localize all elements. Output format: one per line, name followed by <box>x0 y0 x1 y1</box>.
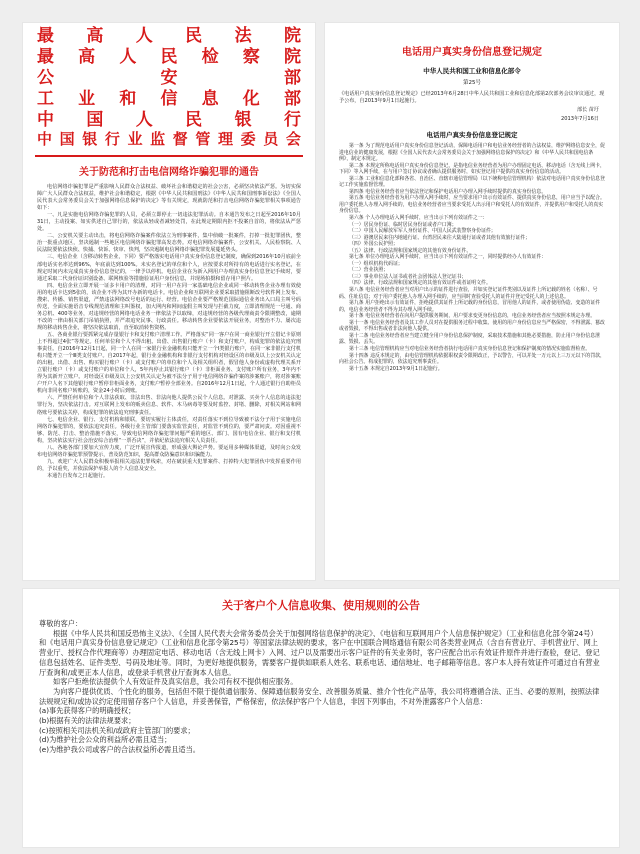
regulation-article: 第三条 工业和信息化部和各省、自治区、直辖市通信管理局（以下统称电信管理机构）依法对电话用户真实身份信息登记工作实施监督管理。 <box>339 175 605 189</box>
notice-paragraph: 六、严禁任何单位和个人非法获取、非法出售、非法向他人提供公民个人信息。对泄露、买卖个人信息的违法犯罪行为，坚决依法打击。对互联网上发布的贩卖信息、软件、木马病毒等要及时监控、封堵、删除，对相关网站和网络账号要依法关停，构成犯罪的依法追究刑事责任。 <box>37 395 301 416</box>
notice-paragraph: 四、电信企业立即开展一证多卡用户的清理，对同一用户在同一家基础电信企业或同一移动转售企业办理有效使用的电话卡达到5张的，该企业不得为其开办新的电话卡。电信企业和互联网企业要采取措施阻断改号软件网上发布、搜索、传播、销售渠道，严禁违法网络改号电话的运行、经营。电信企业要严格规范国际通信业务出入口局主叫号码传送，全面实施语音专线规范清理和主叫鉴权，加大网内和网间虚假主叫发现与拦截力度，立即清理规范一号通、商务总机、400等业务，对违规经营的网络电话业务一律依法予以取缔，对违规经营的各级代理商责令限期整改，逾期不改的一律由相关部门吊销执照，并严肃追究民事、行政责任。移动转售企业要依法开展业务，对整治不力、屡次违规的移动转售企业，将坚决依法取消，直至取消转售资格。 <box>37 282 301 331</box>
issuer-char: 国 <box>86 110 104 130</box>
issuer-char: 高 <box>86 26 104 46</box>
issuer-char: 人 <box>119 47 137 67</box>
regulation-article: 第十条 电信业务经营者在向用户提供服务期间，用户要求变更身份信息的，电信业务经营者应当按照本规定办理。 <box>349 313 596 320</box>
notice-body <box>37 184 301 480</box>
red-divider <box>35 155 303 157</box>
notice-paragraph: 本通告自发布之日起施行。 <box>47 472 109 479</box>
joint-notice-panel <box>22 22 316 581</box>
regulation-article: 第六条 个人办理电话入网手续时，应当出示下列有效证件之一： <box>349 215 488 222</box>
issuer-char: 人 <box>135 110 153 130</box>
issuer-row <box>37 107 301 128</box>
issuer-char: 业 <box>78 89 96 109</box>
salutation: 尊敬的客户： <box>39 619 83 628</box>
regulation-article: 第十四条 违反本规定的，由电信管理机构依据职权责令限期改正，予以警告，可以并处一万元以上三万元以下的罚款，向社会公告。构成犯罪的，依法追究刑事责任。 <box>339 352 605 366</box>
regulation-article: （二）中国人民解放军军人身份证件、中国人民武装警察身份证件； <box>349 228 496 235</box>
regulation-article: （三）港澳居民来往内地通行证、台湾居民来往大陆通行证或者其他有效旅行证件； <box>349 234 530 241</box>
list-item: (e)为维护我公司或客户的合法权益所必需且适当。 <box>39 745 200 755</box>
regulation-article: 第十三条 电信管理机构应当对电信业务经营者执行电话用户真实身份信息登记和保护制度的情况实施监督检查。 <box>349 345 591 352</box>
notice-paragraph: 电信网络诈骗犯罪是严重影响人民群众合法权益、破坏社会和谐稳定的社会公害，必须坚决依法严惩。为切实保障广大人民群众合法权益，维护社会和谐稳定，根据《中华人民共和国刑法》《中华人民共和国刑事诉讼法》《全国人民代表大会常务委员会关于加强网络信息保护的决定》等有关规定，现就防范和打击电信网络诈骗犯罪相关事项通告如下： <box>37 184 301 212</box>
order-number: 第25号 <box>463 80 481 86</box>
issuer-char: 公 <box>37 68 54 88</box>
regulation-article: （五）法律、行政法规和国家规定的其他有效身份证件。 <box>349 247 472 254</box>
issuer-header <box>23 23 315 149</box>
issuer-row <box>37 44 301 65</box>
issuer-char: 院 <box>283 47 301 67</box>
issuer-char: 和 <box>119 89 137 109</box>
notice-paragraph: 二、公安机关要主动出击，将电信网络诈骗案件依法立为刑事案件，集中侦破一批案件，打掉一批犯罪团伙，整治一批重点地区，坚决遏制一些地区电信网络诈骗犯罪高发态势。对电信网络诈骗案件，公安机关、人民检察院、人民法院要依法快侦、快捕、快诉、快审、快判，坚决遏制电信网络诈骗犯罪发展蔓延势头。 <box>37 233 301 254</box>
notice-paragraph: 三、电信企业（含移动转售企业，下同）要严格落实电话用户真实身份信息登记制度，确保到2016年10月底前全部电话实名率达到96%，年底前达到100%。未实名登记的单位和个人，应按要求对所持有的电话进行实名登记，在规定时间内未完成真实身份信息登记的，一律予以停机。电信企业在为新入网用户办理真实身份信息登记手续时，要通过采取二代身份证识别设备、联网核验等措施验证用户身份信息，并现场拍摄和留存用户照片。 <box>37 254 301 282</box>
issuer-char: 部 <box>284 68 301 88</box>
issuer-char: 察 <box>242 47 260 67</box>
issuer-char: 民 <box>185 26 203 46</box>
issuer-row <box>37 65 301 86</box>
regulation-article: （二）营业执照； <box>349 267 389 274</box>
issuer-char: 行 <box>104 130 120 148</box>
notice-paragraph: 八、各地各部门要加大宣传力度，广泛开展宣传报道，形成强大舆论声势。要运用多种媒体渠道，及时向公众发布电信网络诈骗犯罪预警提示，普及防范知识，提高群众防骗意识和识骗能力。 <box>37 444 301 458</box>
regulation-article: 第十二条 电信业务经营者应当建立健全用户身份信息保护制度，采取技术措施和其他必要措施，防止用户身份信息泄露、毁损、丢失。 <box>339 332 600 346</box>
notice-paragraph: 一、凡是实施电信网络诈骗犯罪的人员，必须立即停止一切违法犯罪活动。自本通告发布之日起至2016年10月31日，主动投案、如实供述自己罪行的，依法从轻或者减轻处罚，在此规定期限内拒不投案自首的，将依法从严惩处。 <box>37 212 301 233</box>
issuer-char: 高 <box>78 47 96 67</box>
privacy-notice-body <box>39 619 603 755</box>
privacy-paragraph: 为向客户提供优质、个性化的服务，包括但不限于提供通信服务、保障通信服务安全、改善服务质量、推介个性化产品等，我公司将遵循合法、正当、必要的原则，按照法律法规规定和/或协议约定使用留存客户个人信息，并妥善保管，严格保密，依法保护客户个人信息，非因下列事由，不对外泄露客户个人信息： <box>39 686 600 706</box>
issuer-char: 监 <box>150 130 166 148</box>
issuer-char: 中 <box>37 130 53 148</box>
issuer-char: 院 <box>283 26 301 46</box>
issuer-char: 息 <box>201 89 219 109</box>
privacy-paragraph: 如客户拒绝依法提供个人有效证件及真实信息，我公司有权不提供相应服务。 <box>53 677 298 687</box>
regulation-article: 第八条 电信业务经营者应当对用户出示的证件进行查验，并如实登记证件类别以及证件上所记载的姓名（名称）、号码、住址信息；对于用户委托他人办理入网手续的，应当同时查验受托人的证件并登记受托人的上述信息。 <box>339 287 598 300</box>
issuer-char: 法 <box>234 26 252 46</box>
issuer-row <box>37 23 301 44</box>
regulation-title: 电话用户真实身份信息登记规定 <box>402 47 542 58</box>
issuer-char: 最 <box>37 47 54 67</box>
regulation-article: 第十一条 电信业务经营者及其工作人员对在提供服务过程中收集、使用的用户身份信息应当严格保密，不得泄露、篡改或者毁损，不得出售或者非法向他人提供。 <box>339 319 605 333</box>
issuer-char: 管 <box>195 130 211 148</box>
issuer-char: 委 <box>240 130 256 148</box>
issuer-char: 督 <box>172 130 188 148</box>
issuer-char: 信 <box>160 89 178 109</box>
order-preamble: 《电话用户真实身份信息登记规定》已经2013年6月28日中华人民共和国工业和信息化部第2次部务会议审议通过，现予公布，自2013年9月1日起施行。 <box>339 91 605 104</box>
privacy-notice-title: 关于客户个人信息收集、使用规则的公告 <box>222 599 420 612</box>
privacy-notice-panel <box>22 588 620 848</box>
privacy-paragraph: 根据《中华人民共和国反恐怖主义法》、《全国人民代表大会常务委员会关于加强网络信息保护的决定》、《电信和互联网用户个人信息保护规定》（工业和信息化部令第24号）和《电话用户真实身份信息登记规定》（工业和信息化部令第25号）等国家法律法规的要求，客户在中国联合网络通信有限公司各类营业网点（含自有营业厅、手机营业厅、网上营业厅、授权合作代理商等）办理固定电话、移动电话（含无线上网卡）入网、过户以及需要出示客户证件的有关业务时，客户应配合出示有效证件原件并进行查验，登记、登记信息包括姓名、证件类型、号码及地址等。同时，为更好地提供服务，需要客户提供如联系人姓名、联系电话、通信地址、电子邮箱等信息。客户本人持有效证件可通过自有营业厅查询和/或更正本人信息，或登录手机营业厅查询本人信息。 <box>39 628 600 677</box>
signature-date: 2013年7月16日 <box>561 116 599 122</box>
issuer-row <box>37 128 301 149</box>
regulation-article: 第五条 电信业务经营者为用户办理入网手续时，应当要求用户出示有效证件、提供真实身份信息，用户应当予以配合。用户委托他人办理入网手续的，电信业务经营者应当要求受托人出示用户和受托人的有效证件，并提供用户和受托人的真实身份信息。 <box>339 195 605 215</box>
issuer-char: 检 <box>201 47 219 67</box>
issuer-char: 中 <box>37 110 54 130</box>
ministry-order-heading: 中华人民共和国工业和信息化部令 <box>423 67 521 75</box>
issuer-char: 人 <box>135 26 153 46</box>
list-item: (a)事先获得客户的明确授权； <box>39 706 136 716</box>
notice-title: 关于防范和打击电信网络诈骗犯罪的通告 <box>79 167 259 178</box>
issuer-char: 安 <box>160 68 178 88</box>
regulation-article: （一）组织机构代码证； <box>349 260 403 267</box>
issuer-char: 业 <box>127 130 143 148</box>
issuer-char: 国 <box>59 130 75 148</box>
notice-paragraph: 九、欢迎广大人民群众积极举报相关违法犯罪线索，对在破获重大犯罪案件、打掉特大犯罪团伙中发挥重要作用的，予以重奖，并依法保护举报人的个人信息及安全。 <box>37 458 301 472</box>
list-item: (c)按照相关司法机关和/或政府主管部门的要求； <box>39 725 195 735</box>
list-item: (b)根据有关的法律法规要求； <box>39 716 136 726</box>
regulation-article: 第二条 本规定所称电话用户真实身份信息登记，是指电信业务经营者为用户办理固定电话、移动电话（含无线上网卡，下同）等入网手续，在与用户签订协议或者确认提供服务时，如实登记用户提供的真实身份信息的活动。 <box>339 162 605 176</box>
regulation-article: （四）外国公民护照； <box>349 241 398 248</box>
issuer-char: 会 <box>285 130 301 148</box>
issuer-char: 理 <box>218 130 234 148</box>
list-item: (d)为维护社会公众的利益所必需且适当； <box>39 735 172 745</box>
regulation-body-title: 电话用户真实身份信息登记规定 <box>426 131 518 139</box>
issuer-row <box>37 86 301 107</box>
regulation-article: （一）居民身份证、临时居民身份证或者户口簿； <box>349 221 457 228</box>
regulation-articles <box>339 143 605 372</box>
regulation-article: （三）事业单位法人证书或者社会团体法人登记证书； <box>349 273 467 280</box>
regulation-article: 第一条 为了规范电话用户真实身份信息登记活动，保障电话用户和电信业务经营者的合法权益，维护网络信息安全，促进电信业的健康发展，根据《全国人民代表大会常务委员会关于加强网络信息保护的决定》和《中华人民共和国电信条例》，制定本规定。 <box>339 143 605 163</box>
regulation-panel <box>324 22 620 581</box>
issuer-char: 民 <box>160 47 178 67</box>
issuer-char: 行 <box>283 110 301 130</box>
notice-paragraph: 七、电信企业、银行、支付机构和银联，要切实履行主体责任，对责任落实不到位导致被不法分子用于实施电信网络诈骗犯罪的，要依法追究责任。各级行业主管部门要落实监管责任，对监管不到位的，要严肃问责。对因重视不够、防范、打击、整治措施不落实，导致电信网络诈骗犯罪问题严重的地区、部门、国有电信企业、银行和支付机构，坚决依法实行社会治安综合治理“一票否决”，并依纪依法追究相关人员责任。 <box>37 416 301 444</box>
issuer-char: 最 <box>37 26 54 46</box>
regulation-article: （四）法律、行政法规和国家规定的其他有效证件或者证明文件。 <box>349 280 491 287</box>
issuer-char: 银 <box>82 130 98 148</box>
issuer-char: 民 <box>185 110 203 130</box>
regulation-article: 第九条 用户拒绝出示有效证件，拒绝提供其证件上所记载的身份信息，冒用他人的证件，或者使用伪造、变造的证件的，电信业务经营者不得为其办理入网手续。 <box>339 300 600 313</box>
disclosure-exceptions-list <box>39 706 603 755</box>
regulation-article: 第七条 单位办理电话入网手续时，应当出示下列有效证件之一，同时提供经办人有效证件： <box>349 254 547 261</box>
issuer-char: 员 <box>263 130 279 148</box>
minister-signature: 部长 苗圩 <box>577 107 599 113</box>
regulation-article: 第十五条 本规定自2013年9月1日起施行。 <box>349 365 443 372</box>
issuer-char: 银 <box>234 110 252 130</box>
regulation-article: 第四条 电信业务经营者应当依法登记和保护电话用户办理入网手续时提供的真实身份信息。 <box>349 188 547 195</box>
issuer-char: 化 <box>242 89 260 109</box>
issuer-char: 工 <box>37 89 54 109</box>
issuer-char: 部 <box>283 89 301 109</box>
notice-paragraph: 五、各商业银行要抓紧完成存量银行卡和支付账户清理工作。严格落实“同一客户在同一商业银行开立借记卡原则上不得超过4张”等规定。任何单位和个人不得出租、出借、出售银行账户（卡）和支付账户，构成犯罪的依法追究刑事责任。自2016年12月1日起，同一个人在同一家银行业金融机构只能开立一个Ⅰ类银行账户，在同一家非银行支付机构只能开立一个Ⅲ类支付账户。自2017年起，银行业金融机构和非银行支付机构对经设区的市级及以上公安机关认定的出租、出借、出售、购买银行账户（卡）或支付账户的单位和个人及相关组织者，假冒他人身份或虚构代理关系开立银行账户（卡）或支付账户的单位和个人，5年内停止其银行账户（卡）非柜面业务、支付账户所有业务，3年内不得为其新开立账户。对经设区市级及以上公安机关认定为被不法分子用于电信网络诈骗作案的涉案账户，将对涉案账户开户人名下其他银行账户暂停非柜面业务，支付账户暂停全部业务。自2016年12月1日起，个人通过银行自助柜员机向非同名账户转账的，资金24小时后到账。 <box>37 331 301 395</box>
